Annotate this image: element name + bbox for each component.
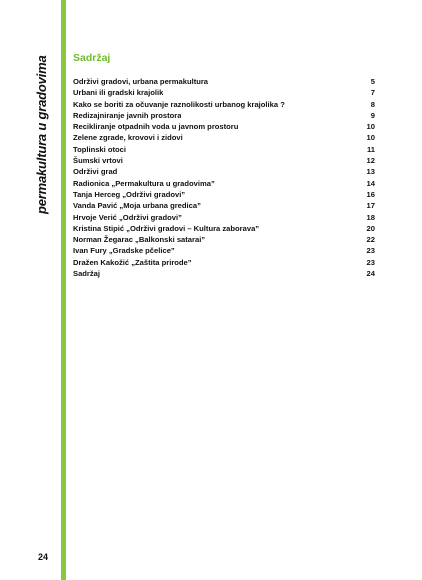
toc-entry	[73, 212, 375, 223]
toc-entry-page: 11	[366, 144, 375, 154]
toc-entry-page: 16	[366, 189, 375, 199]
toc-entry-title: Tanja Herceg „Održivi gradovi”	[73, 189, 186, 199]
toc-entry	[73, 87, 375, 98]
toc-entry	[73, 268, 375, 279]
table-of-contents	[73, 76, 375, 279]
toc-entry	[73, 257, 375, 268]
green-divider-bar	[61, 0, 66, 580]
toc-entry	[73, 121, 375, 132]
toc-entry	[73, 245, 375, 256]
toc-entry-page: 12	[366, 156, 375, 166]
toc-entry-page: 22	[366, 235, 375, 245]
toc-entry-title: Kako se boriti za očuvanje raznolikosti urbanog krajolika ?	[73, 99, 285, 109]
toc-entry-title: Kristina Stipić „Održivi gradovi – Kultura zaborava”	[73, 223, 260, 233]
toc-entry-page: 8	[370, 99, 375, 109]
toc-entry-title: Urbani ili gradski krajolik	[73, 88, 164, 98]
toc-entry	[73, 223, 375, 234]
running-title: permakultura u gradovima	[34, 55, 49, 214]
toc-entry	[73, 166, 375, 177]
toc-entry-page: 17	[366, 201, 375, 211]
toc-entry-page: 23	[366, 246, 375, 256]
toc-entry-page: 7	[370, 88, 375, 98]
toc-entry-page: 13	[366, 167, 375, 177]
toc-entry-page: 14	[366, 178, 375, 188]
toc-entry-page: 24	[366, 269, 375, 279]
toc-entry-page: 18	[366, 212, 375, 222]
toc-entry-title: Održivi gradovi, urbana permakultura	[73, 77, 209, 86]
toc-entry	[73, 155, 375, 166]
toc-entry-page: 5	[370, 77, 375, 86]
toc-entry-page: 23	[366, 257, 375, 267]
toc-entry-title: Recikliranje otpadnih voda u javnom prostoru	[73, 122, 239, 132]
toc-entry	[73, 189, 375, 200]
toc-entry	[73, 200, 375, 211]
toc-entry	[73, 76, 375, 87]
toc-entry	[73, 178, 375, 189]
toc-entry	[73, 99, 375, 110]
toc-entry-page: 20	[366, 223, 375, 233]
toc-entry	[73, 234, 375, 245]
toc-heading: Sadržaj	[73, 52, 111, 64]
toc-entry-title: Ivan Fury „Gradske pčelice”	[73, 246, 175, 256]
page-number: 24	[38, 552, 49, 562]
toc-entry-title: Zelene zgrade, krovovi i zidovi	[73, 133, 183, 143]
toc-entry-page: 10	[366, 133, 375, 143]
toc-entry-title: Održivi grad	[73, 167, 118, 177]
toc-entry-title: Hrvoje Verić „Održivi gradovi”	[73, 212, 182, 222]
toc-entry-title: Šumski vrtovi	[73, 156, 123, 166]
toc-entry-title: Radionica „Permakultura u gradovima”	[73, 178, 215, 188]
toc-entry-title: Dražen Kakožić „Zaštita prirode”	[73, 257, 192, 267]
toc-entry-title: Sadržaj	[73, 269, 101, 279]
toc-entry-page: 10	[366, 122, 375, 132]
toc-entry-title: Norman Žegarac „Balkonski satarai”	[73, 235, 206, 245]
toc-entry-page: 9	[370, 110, 375, 120]
toc-entry	[73, 144, 375, 155]
toc-entry	[73, 110, 375, 121]
toc-entry-title: Toplinski otoci	[73, 144, 127, 154]
toc-entry-title: Redizajniranje javnih prostora	[73, 110, 182, 120]
toc-entry	[73, 132, 375, 143]
toc-entry-title: Vanda Pavić „Moja urbana gredica”	[73, 201, 201, 211]
